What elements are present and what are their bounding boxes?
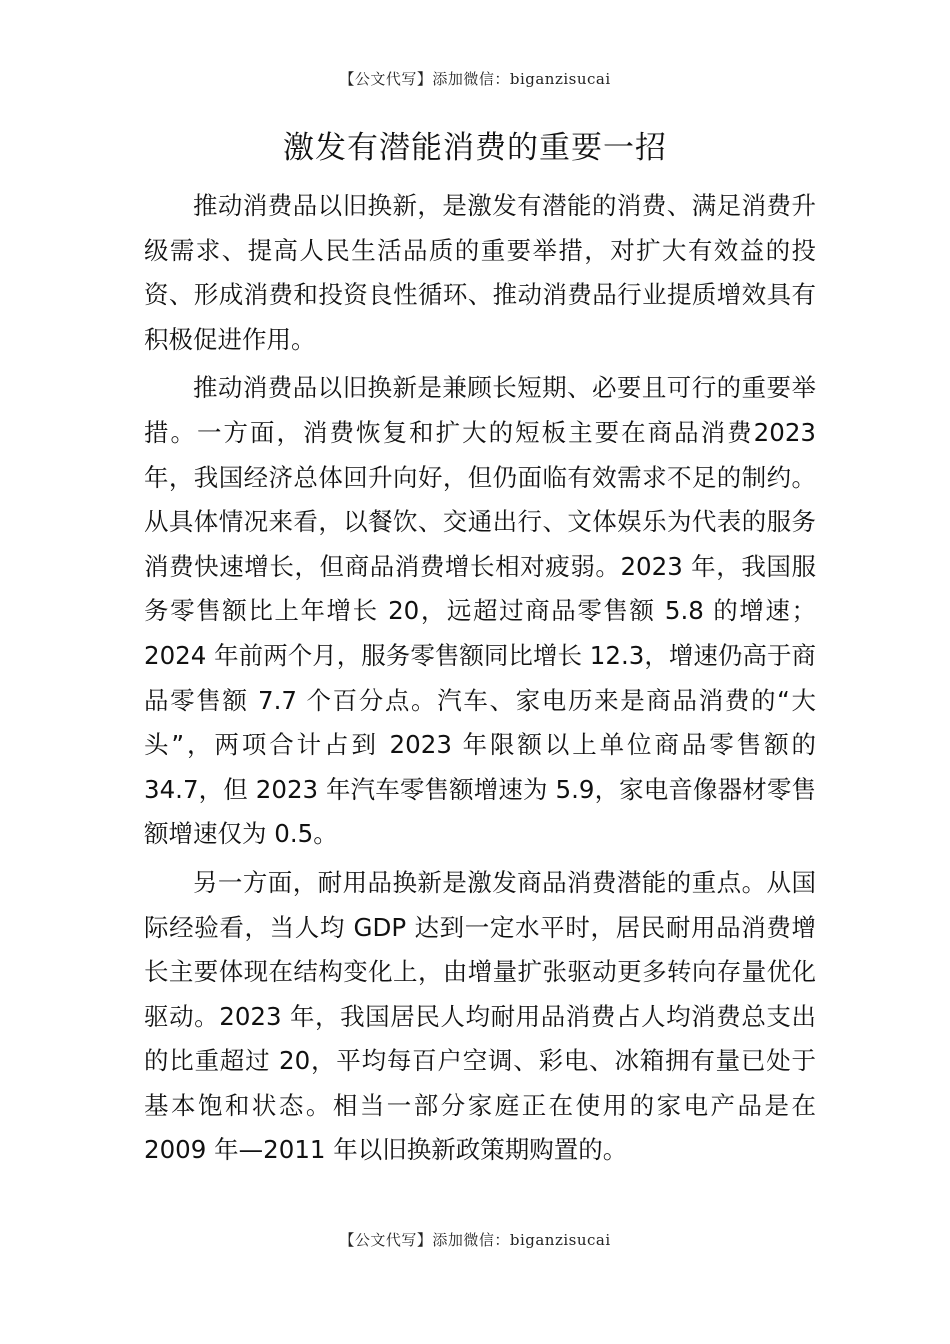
document-title: 激发有潜能消费的重要一招	[283, 130, 667, 166]
paragraph-2: 推动消费品以旧换新是兼顾长短期、必要且可行的重要举措。一方面，消费恢复和扩大的短板主要在商品消费2023 年，我国经济总体回升向好，但仍面临有效需求不足的制约。从具体情况来看，以餐饮、交通出行、文体娱乐为代表的服务消费快速增长，但商品消费增长相对疲弱。2023 年，我国服务零售额比上年增长 20，远超过商品零售额 5.8 的增速；2024 年前两个月，服务零售额同比增长 12.3，增速仍高于商品零售额 7.7 个百分点。汽车、家电历来是商品消费的“大头”，两项合计占到 2023 年限额以上单位商品零售额的 34.7，但 2023 年汽车零售额增速为 5.9，家电音像器材零售额增速仅为 0.5。	[144, 373, 816, 849]
page-header-watermark: 【公文代写】添加微信：biganzisucai	[339, 70, 611, 88]
paragraph-1: 推动消费品以旧换新，是激发有潜能的消费、满足消费升级需求、提高人民生活品质的重要举措，对扩大有效益的投资、形成消费和投资良性循环、推动消费品行业提质增效具有积极促进作用。	[144, 191, 816, 354]
paragraph-3: 另一方面，耐用品换新是激发商品消费潜能的重点。从国际经验看，当人均 GDP 达到一定水平时，居民耐用品消费增长主要体现在结构变化上，由增量扩张驱动更多转向存量优化驱动。2023 年，我国居民人均耐用品消费占人均消费总支出的比重超过 20，平均每百户空调、彩电、冰箱拥有量已处于基本饱和状态。相当一部分家庭正在使用的家电产品是在 2009 年—2011 年以旧换新政策期购置的。	[144, 867, 816, 1165]
page-footer-watermark: 【公文代写】添加微信：biganzisucai	[339, 1231, 611, 1249]
document-body	[144, 184, 816, 1177]
